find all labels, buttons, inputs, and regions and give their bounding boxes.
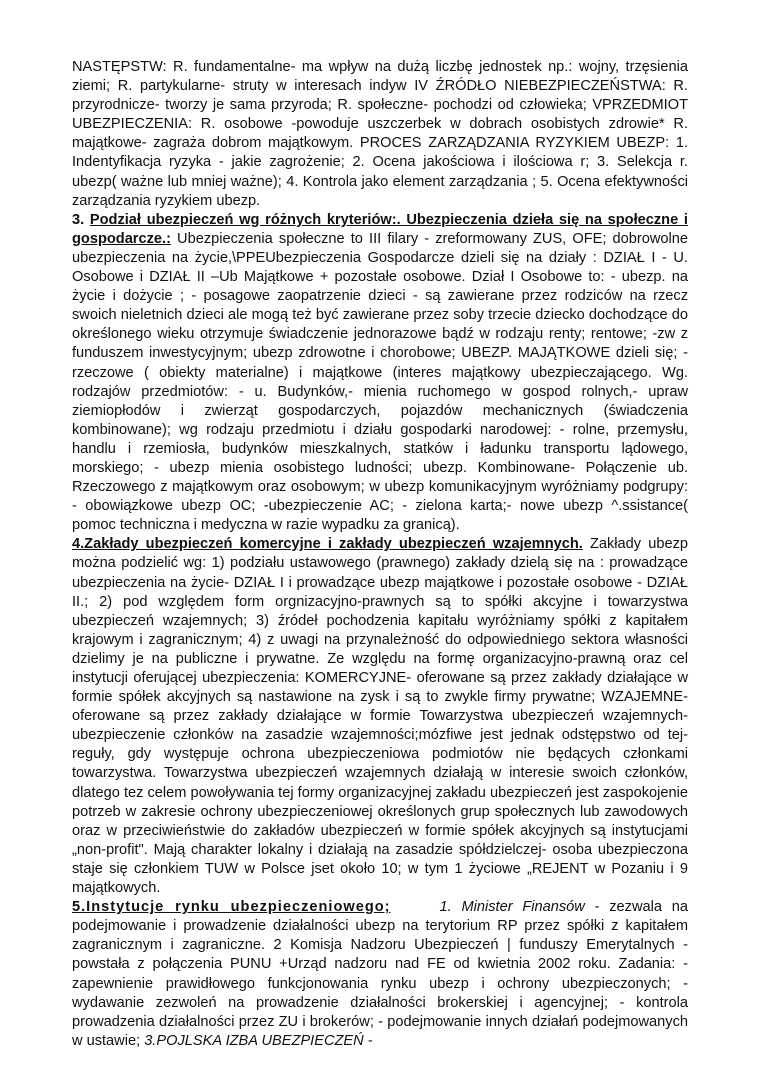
paragraph-risk-intro <box>72 58 688 211</box>
document-page <box>72 58 688 1051</box>
section-5-minister: 1. Minister Finansów <box>439 899 585 916</box>
section-4 <box>72 535 688 898</box>
section-5 <box>72 898 688 1051</box>
section-5-izba: 3.POJLSKA IZBA UBEZPIECZEŃ - <box>144 1032 373 1049</box>
paragraph-text: NASTĘPSTW: R. fundamentalne- ma wpływ na dużą liczbę jednostek np.: wojny, trzęsienia ziemi; R. partykularne- struty w interesach indyw IV ŹRÓDŁO NIEBEZPIECZEŃSTWA: R. przyrodnicze- tworzy je sama przyroda; R. społeczne- pochodzi od człowieka; VPRZEDMIOT UBEZPIECZENIA: R. osobowe -powoduje uszczerbek w dobrach osobistych zdrowie* R. majątkowe- zagraża dobrom majątkowym. PROCES ZARZĄDZANIA RYZYKIEM UBEZP: 1. Indentyfikacja ryzyka - jakie zagrożenie; 2. Ocena jakościowa i ilościowa r; 3. Selekcja r. ubezp( ważne lub mniej ważne); 4. Kontrola jako element zarządzania ; 5. Ocena efektywności zarządzania ryzykiem ubezp. <box>72 59 688 209</box>
section-4-body: Zakłady ubezp można podzielić wg: 1) podziału ustawowego (prawnego) zakłady dzielą się na : prowadzące ubezpieczenia na życie- DZIAŁ I i prowadzące ubezp majątkowe i pozostałe osobowe - DZIAŁ II.; 2) pod względem form orgnizacyjno-prawnych są to spółki akcyjne i towarzystwa ubezpieczeń wzajemnych; 3) źródeł pochodzenia kapitału wyróżniamy spółki z kapitałem krajowym i zagranicznym; 4) z uwagi na przynależność do odpowiedniego sektora własności dzielimy je na publiczne i prywatne. Ze względu na formę organizacyjno-prawną oraz cel instytucji oferującej ubezpieczenia: KOMERCYJNE- oferowane są przez zakłady działające w formie spółek akcyjnych są nastawione na zysk i są to zwykle firmy prywatne; WZAJEMNE-oferowane są przez zakłady działające w formie Towarzystwa ubezpieczeń wzajemnych- ubezpieczenie członków na zasadzie wzajemności;mózfiwe jest jednak odstępstwo od tej-reguły, gdy występuje ochrona ubezpieczeniowa podmiotów nie będących członkami towarzystwa. Towarzystwa ubezpieczeń wzajemnych działają w interesie swoich członków, dlatego tez celem powoływania tej formy organizacyjnej zakładu ubezpieczeń jest zaspokojenie potrzeb w zakresie ochrony ubezpieczeniowej określonych grup społecznych lub zawodowych oraz w przeciwieństwie do zakładów ubezpieczeń w formie spółek akcyjnych są instytucjami „non-profit". Mają charakter lokalny i działają na zasadzie spółdzielczej- osoba ubezpieczona staje się członkiem TUW w Polsce jset około 10; w tym 1 życiowe „REJENT w Pozaniu i 9 majątkowych. <box>72 536 688 897</box>
section-3-number: 3. <box>72 211 90 228</box>
section-3 <box>72 211 688 536</box>
section-5-body: - zezwala na podejmowanie i prowadzenie działalności ubezp na terytorium RP przez spółki z kapitałem zagranicznym i zagraniczne. 2 Komisja Nadzoru Ubezpieczeń | funduszy Emerytalnych - powstała z połączenia PUNU +Urząd nadzoru nad FE od kwietnia 2002 roku. Zadania: - zapewnienie prawidłowego funkcjonowania rynku ubezp i ochrony ubezpieczonych; - wydawanie zezwoleń na prowadzenie działalności brokerskiej i agencyjnej; - kontrola prowadzenia działalności przez ZU i brokerów; - podejmowanie innych działań podejmowanych w ustawie; <box>72 899 689 1049</box>
section-5-heading: 5.Instytucje rynku ubezpieczeniowego; <box>72 899 391 916</box>
section-3-body: Ubezpieczenia społeczne to III filary - zreformowany ZUS, OFE; dobrowolne ubezpieczenia na życie,\PPEUbezpieczenia Gospodarcze dzieli się na działy : DZIAŁ I - U. Osobowe i DZIAŁ II –Ub Majątkowe + pozostałe osobowe. Dział I Osobowe to: - ubezp. na życie i dożycie ; - posagowe zaopatrzenie dzieci - są zawierane przez rodziców na rzecz swoich nieletnich dzieci ale mogą też być zawierane przez soby trzecie dziecko dochodzące do określonego wieku otrzymuje świadczenie jednorazowe bądź w rodzaju renty; rentowe; -zw z funduszem inwestycyjnym; ubezp zdrowotne i chorobowe; UBEZP. MAJĄTKOWE dzieli się; -rzeczowe ( obiekty materialne) i majątkowe (interes majątkowy ubezpieczającego. Wg. rodzajów przedmiotów: - u. Budynków,- mienia ruchomego w gospod rolnych,- upraw ziemiopłodów i zwierząt gospodarczych, pojazdów mechanicznych (świadczenia kombinowane); wg rodzaju przedmiotu i działu gospodarki narodowej: - rolne, przemysłu, handlu i rzemiosła, budynków mieszkalnych, statków i ładunku transportu lądowego, morskiego; - ubezp mienia osobistego ludności; ubezp. Kombinowane- Połączenie ub. Rzeczowego z majątkowym oraz osobowym; w ubezp komunikacyjnym wyróżniamy podgrupy: - obowiązkowe ubezp OC; -ubezpieczenie AC; - zielona karta;- nowe ubezp ^.ssistance( pomoc techniczna i medyczna w razie wypadku za granicą). <box>72 230 688 534</box>
section-4-heading: 4.Zakłady ubezpieczeń komercyjne i zakłady ubezpieczeń wzajemnych. <box>72 536 583 553</box>
section-3-heading: Podział ubezpieczeń wg różnych kryteriów:. Ubezpieczenia dzieła się na społeczne i gospodarcze.: <box>72 211 688 247</box>
